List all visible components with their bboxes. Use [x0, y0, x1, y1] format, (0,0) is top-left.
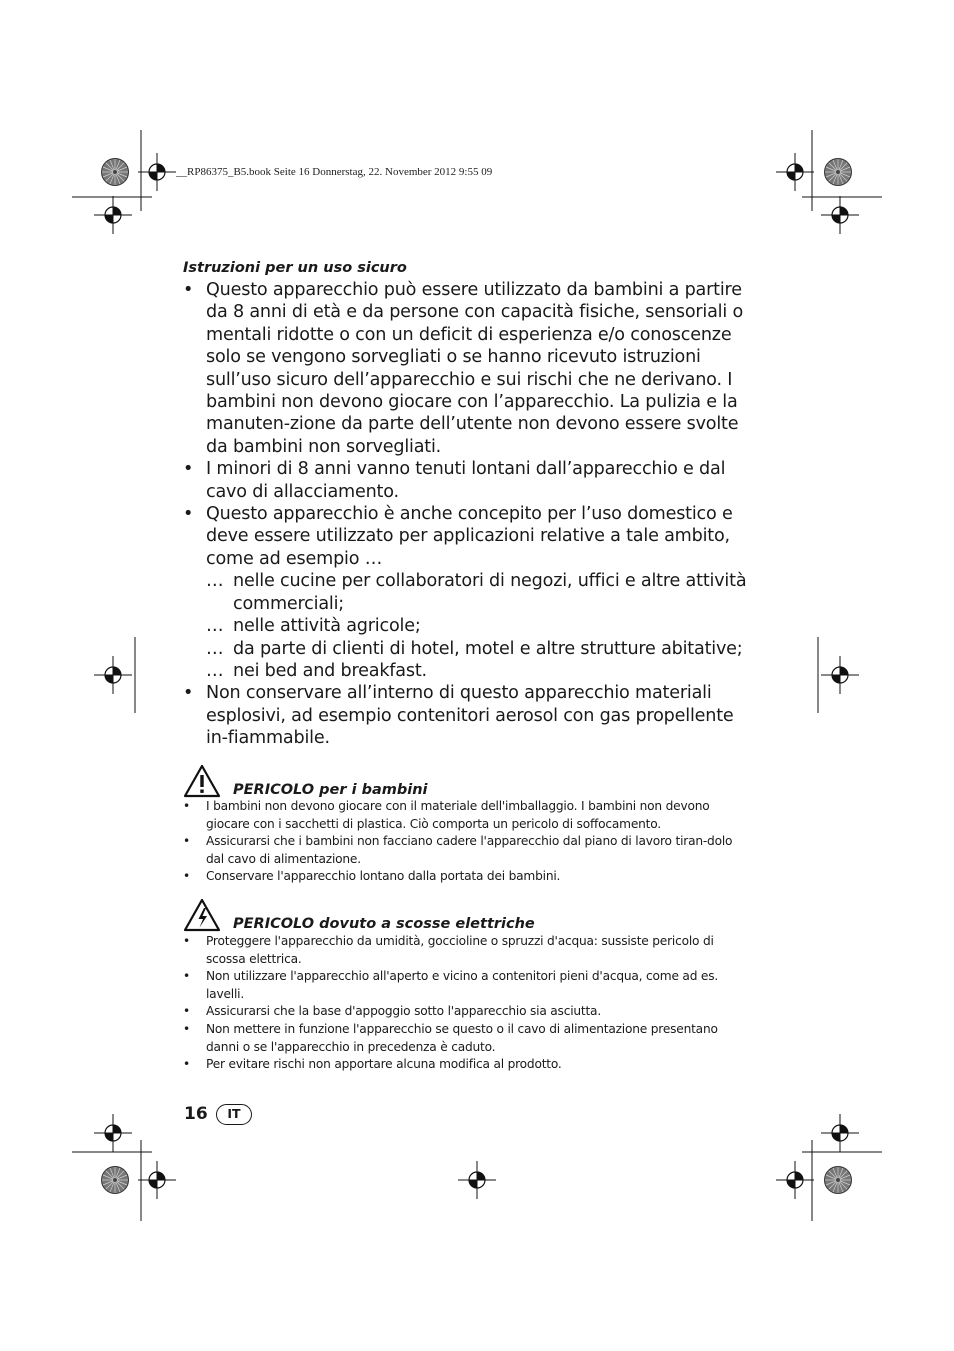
list-item-text: Questo apparecchio è anche concepito per l’uso domestico e deve essere utilizzato per applicazioni relative a tale ambito, come ad esempio … — [206, 504, 733, 569]
section-title: Istruzioni per un uso sicuro — [183, 260, 407, 276]
list-item: • Conservare l'apparecchio lontano dalla portata dei bambini. — [183, 868, 749, 886]
list-item: • Questo apparecchio può essere utilizzato da bambini a partire da 8 anni di età e da persone con capacità fisiche, sensoriali o mentali ridotte o con un deficit di esperienza e/o conoscenze solo se vengono sorvegliati o se hanno ricevuto istruzioni sull’uso sicuro dell’apparecchio e sui rischi che ne derivano. I bambini non devono giocare con l’apparecchio. La pulizia e la manuten-zione da parte dell’utente non devono essere svolte da bambini non sorvegliati. — [183, 279, 758, 458]
language-badge: IT — [216, 1104, 252, 1125]
safety-list — [183, 279, 758, 750]
print-header: __RP86375_B5.book Seite 16 Donnerstag, 22. November 2012 9:55 09 — [176, 166, 493, 178]
sub-list-item: … da parte di clienti di hotel, motel e altre strutture abitative; — [206, 638, 758, 660]
list-item: • Non mettere in funzione l'apparecchio se questo o il cavo di alimentazione presentano danni o se l'apparecchio in precedenza è caduto. — [183, 1021, 749, 1056]
danger-children-heading — [183, 764, 743, 798]
list-item: • I bambini non devono giocare con il materiale dell'imballaggio. I bambini non devono giocare con i sacchetti di plastica. Ciò comporta un pericolo di soffocamento. — [183, 798, 749, 833]
usage-examples-list — [206, 570, 758, 682]
danger-electric-heading — [183, 898, 743, 932]
danger-electric-list — [183, 933, 749, 1074]
list-item — [183, 503, 758, 682]
list-item: • Proteggere l'apparecchio da umidità, goccioline o spruzzi d'acqua: sussiste pericolo di scossa elettrica. — [183, 933, 749, 968]
list-item: • Non conservare all’interno di questo apparecchio materiali esplosivi, ad esempio contenitori aerosol con gas propellente in-fiammabile. — [183, 682, 758, 749]
list-item: • Per evitare rischi non apportare alcuna modifica al prodotto. — [183, 1056, 749, 1074]
sub-list-item: … nei bed and breakfast. — [206, 660, 758, 682]
list-item: • Assicurarsi che i bambini non facciano cadere l'apparecchio dal piano di lavoro tiran-dolo dal cavo di alimentazione. — [183, 833, 749, 868]
sub-list-item: … nelle attività agricole; — [206, 615, 758, 637]
danger-children-list — [183, 798, 749, 886]
list-item: • I minori di 8 anni vanno tenuti lontani dall’apparecchio e dal cavo di allacciamento. — [183, 458, 758, 503]
danger-electric-title: PERICOLO dovuto a scosse elettriche — [233, 916, 535, 932]
list-item: • Non utilizzare l'apparecchio all'aperto e vicino a contenitori pieni d'acqua, come ad es. lavelli. — [183, 968, 749, 1003]
sub-list-item: … nelle cucine per collaboratori di negozi, uffici e altre attività commerciali; — [206, 570, 758, 615]
page-number: 16 — [184, 1104, 208, 1124]
danger-children-title: PERICOLO per i bambini — [233, 782, 428, 798]
list-item: • Assicurarsi che la base d'appoggio sotto l'apparecchio sia asciutta. — [183, 1003, 749, 1021]
warning-triangle-exclamation-icon — [183, 764, 221, 798]
warning-triangle-lightning-icon — [183, 898, 221, 932]
